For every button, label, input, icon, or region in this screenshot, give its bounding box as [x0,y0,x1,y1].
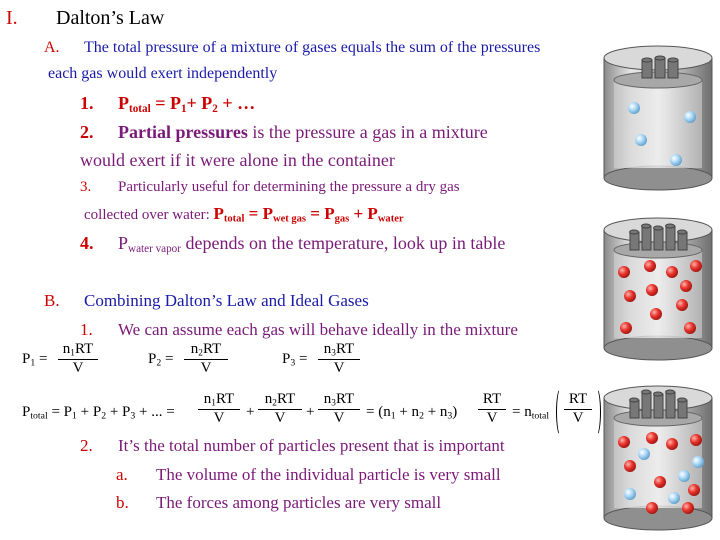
bb-number: b. [116,493,129,512]
container-2 [604,218,712,360]
section-a-number: A. [44,39,60,56]
formula-total-fraction-5: RT V [564,392,592,427]
item3-number: 3. [80,179,92,195]
formula-total-fraction-2: $n_2RT$ V [258,392,302,427]
ba-number: a. [116,465,128,484]
item2-line1: Partial pressures is the pressure a gas in a mixture [118,122,488,142]
formula-total-sum: = $(n_1 + n_2 + n_3)$ [366,404,458,422]
b2-number: 2. [80,436,93,455]
formula-p3-lhs: $P_3$ = [282,351,308,369]
item4-line: $P_{water vapor}$ depends on the temperature, look up in table [118,233,506,255]
formula-total-fraction-1: $n_1RT$ V [198,392,240,427]
formula-p2-fraction: $n_2RT$ V [184,342,228,377]
b2-text: It’s the total number of particles present that is important [118,436,505,455]
item1-number: 1. [80,93,94,113]
b1-number: 1. [80,320,93,339]
item3-line2: collected over water: $P_{total} = P_{wet gas} = P_{gas} + P_{water}$ [84,204,404,225]
formula-total-plus-1: + [246,404,255,420]
formula-total-lhs: $P_{total} = P_1 + P_2 + P_3$ + ... = [22,404,175,422]
b1-text: We can assume each gas will behave ideally in the mixture [118,320,518,339]
bb-text: The forces among particles are very small [156,493,442,512]
formula-total-fraction-4: RT V [478,392,506,427]
heading-title: Dalton’s Law [56,7,165,29]
section-b-number: B. [44,291,60,310]
formula-total-ntotal: = $n_{total}$ [512,404,550,422]
formula-total-fraction-3: $n_3RT$ V [318,392,360,427]
item3-line1: Particularly useful for determining the pressure a dry gas [118,179,460,195]
formula-p3-fraction: $n_3RT$ V [318,342,360,377]
formula-p1-fraction: $n_1RT$ V [58,342,98,377]
item2-line2: would exert if it were alone in the container [80,150,395,170]
ba-text: The volume of the individual particle is very small [156,465,501,484]
item4-number: 4. [80,233,94,253]
formula-p1-lhs: $P_1$ = [22,351,48,369]
heading-number: I. [6,7,18,29]
item1-formula: $P_{total} = P_1+ P_2$ + … [118,93,256,115]
section-b-title: Combining Dalton’s Law and Ideal Gases [84,291,369,310]
container-3 [604,386,712,530]
section-a-line1: The total pressure of a mixture of gases equals the sum of the pressures [84,39,541,56]
formula-p2-lhs: $P_2$ = [148,351,174,369]
container-1 [604,46,712,190]
section-a-line2: each gas would exert independently [48,65,278,82]
formula-total-plus-2: + [306,404,315,420]
item2-number: 2. [80,122,94,142]
